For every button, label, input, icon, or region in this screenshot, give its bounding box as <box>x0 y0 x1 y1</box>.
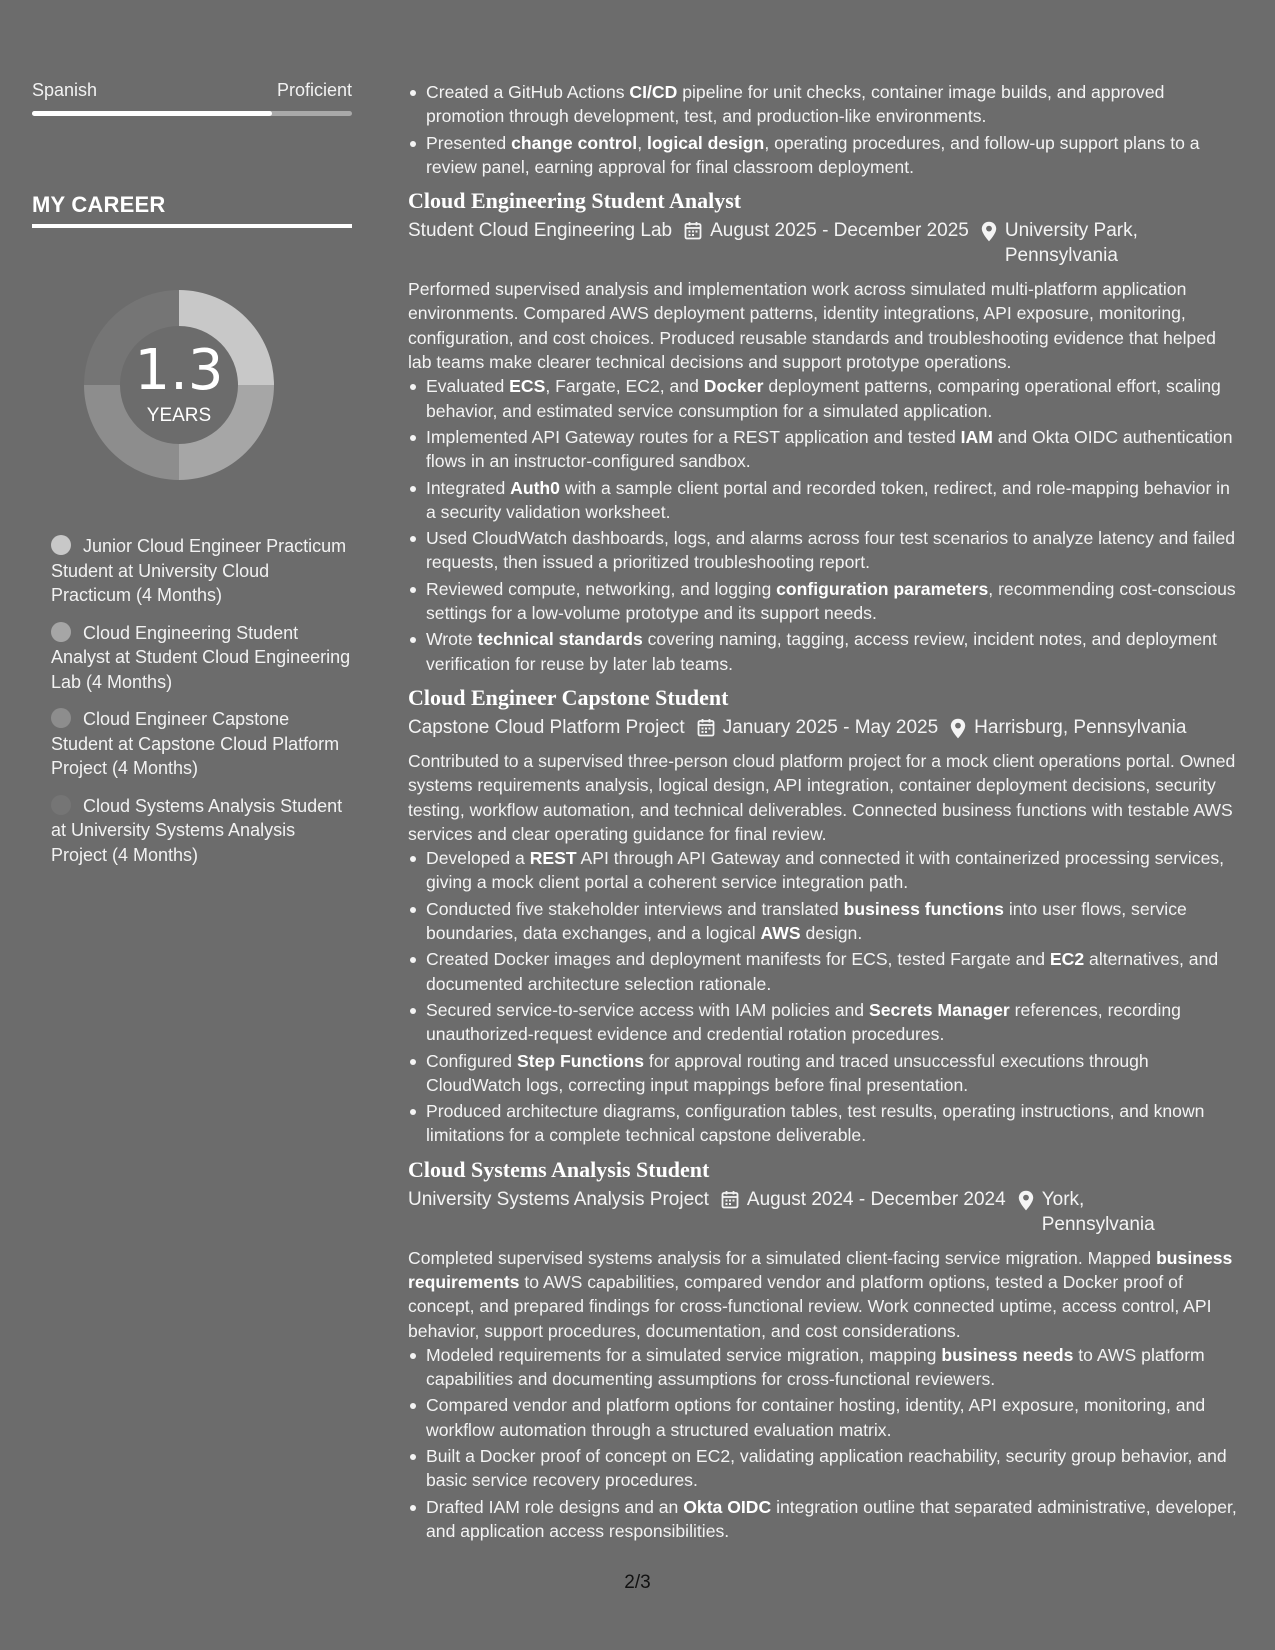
text-run: Evaluated <box>426 376 510 397</box>
job-dates: January 2025 - May 2025 <box>722 716 939 738</box>
text-run: Compared vendor and platform options for container hosting, identity, API exposure, monitoring, and workflow automation through a structured evaluation matrix. <box>426 1395 1206 1440</box>
career-total-unit: YEARS <box>146 405 212 426</box>
text-run: Performed supervised analysis and implementation work across simulated multi-platform application environments. Compared AWS deployment patterns, identity integrations, API exposure, monitoring, configuration, and cost choices. Produced reusable standards and troubleshooting evidence that helped lab teams make clearer technical decisions and support prototype operations. <box>408 279 1216 373</box>
language-level: Proficient <box>276 80 352 100</box>
text-run: to AWS capabilities, compared vendor and platform options, tested a Docker proof of concept, and prepared findings for cross-functional review. Work connected uptime, access control, API behavior, support procedures, documentation, and cost considerations. <box>408 1271 1212 1341</box>
calendar-icon <box>684 218 702 240</box>
career-item-label: Cloud Systems Analysis Student at University Systems Analysis Project (4 Months) <box>51 795 343 865</box>
previous-job-bullets <box>408 80 1244 179</box>
text-run: Used CloudWatch dashboards, logs, and alarms across four test scenarios to analyze latency and failed requests, then issued a prioritized troubleshooting report. <box>426 528 1236 573</box>
bullet-item <box>426 1495 1244 1544</box>
career-item <box>51 621 352 695</box>
text-run: Produced architecture diagrams, configuration tables, test results, operating instructions, and known limitations for a complete technical capstone deliverable. <box>426 1101 1205 1146</box>
text-run: Wrote <box>426 629 478 650</box>
career-total-value: 1.3 <box>134 338 224 403</box>
map-pin-icon <box>950 715 966 739</box>
text-run: Created a GitHub Actions <box>426 82 630 102</box>
text-run: Presented <box>426 132 512 153</box>
career-item-label: Cloud Engineering Student Analyst at Student Cloud Engineering Lab (4 Months) <box>51 622 351 692</box>
text-run: alternatives, and documented architecture selection rationale. <box>426 949 1219 994</box>
bullet-item <box>426 374 1244 423</box>
career-section-title: MY CAREER <box>32 192 166 217</box>
bullet-item <box>426 947 1244 996</box>
text-run: Implemented API Gateway routes for a REST application and tested <box>426 426 961 447</box>
emphasis-text: CI/CD <box>629 82 678 102</box>
emphasis-text: AWS <box>760 923 801 944</box>
language-row <box>32 80 352 101</box>
text-run: to AWS platform capabilities and documenting assumptions for cross-functional reviewers. <box>426 1344 1205 1390</box>
job-organization: Student Cloud Engineering Lab <box>408 220 673 242</box>
legend-dot <box>51 535 71 555</box>
text-run: into user flows, service boundaries, data exchanges, and a logical <box>426 898 1187 944</box>
job-location: University Park, Pennsylvania <box>1004 220 1138 267</box>
bullet-item <box>426 998 1244 1047</box>
text-run: Secured service-to-service access with IAM policies and <box>426 999 869 1020</box>
map-pin-icon <box>1018 1187 1034 1211</box>
text-run: , <box>637 132 647 153</box>
text-run: pipeline for unit checks, container image builds, and approved promotion through development, test, and production-like environments. <box>426 82 1165 127</box>
job-entry <box>408 1156 1244 1544</box>
calendar-icon <box>697 715 715 737</box>
job-list <box>408 187 1244 1543</box>
text-run: API through API Gateway and connected it with containerized processing services, giving a mock client portal a coherent service integration path. <box>426 848 1225 893</box>
bullet-item <box>426 526 1244 575</box>
text-run: Completed supervised systems analysis for a simulated client-facing service migration. Mapped <box>408 1247 1157 1268</box>
bullet-item <box>426 1343 1244 1392</box>
emphasis-text: technical standards <box>477 629 643 650</box>
emphasis-text: logical design <box>646 132 765 153</box>
text-run: , Fargate, EC2, and <box>545 376 704 397</box>
map-pin-icon <box>981 218 997 242</box>
bullet-item <box>426 846 1244 895</box>
text-run: Drafted IAM role designs and an <box>426 1496 684 1517</box>
job-meta <box>408 1187 1244 1237</box>
emphasis-text: change control <box>511 132 638 153</box>
bullet-item <box>426 627 1244 676</box>
emphasis-text: configuration parameters <box>776 578 989 599</box>
calendar-icon <box>721 1187 739 1209</box>
text-run: with a sample client portal and recorded token, redirect, and role-mapping behavior in a security validation worksheet. <box>426 477 1230 522</box>
donut-center <box>66 272 292 498</box>
job-dates: August 2024 - December 2024 <box>746 1188 1006 1210</box>
career-item-label: Junior Cloud Engineer Practicum Student at University Cloud Practicum (4 Months) <box>51 536 347 605</box>
career-item <box>51 794 352 868</box>
job-description <box>408 749 1244 846</box>
text-run: deployment patterns, comparing operational effort, scaling behavior, and estimated service consumption for a simulated application. <box>426 376 1221 421</box>
job-description <box>408 277 1244 374</box>
bullet-item <box>426 425 1244 474</box>
job-meta <box>408 218 1244 268</box>
job-meta <box>408 715 1244 740</box>
text-run: Conducted five stakeholder interviews and translated <box>426 898 844 919</box>
emphasis-text: Docker <box>703 376 764 397</box>
legend-dot <box>51 795 71 815</box>
emphasis-text: business requirements <box>408 1247 1233 1292</box>
language-proficiency-bar <box>32 111 352 116</box>
text-run: design. <box>800 923 863 944</box>
bullet-item <box>426 1393 1244 1442</box>
text-run: , operating procedures, and follow-up support plans to a review panel, earning approval for final classroom deployment. <box>426 132 1200 177</box>
page-number: 2/3 <box>624 1572 651 1593</box>
bullet-item <box>426 1444 1244 1493</box>
text-run: Reviewed compute, networking, and logging <box>426 578 777 599</box>
career-item <box>51 707 352 781</box>
bullet-item <box>426 80 1244 129</box>
bullet-item <box>426 131 1244 180</box>
emphasis-text: business functions <box>843 898 1004 919</box>
text-run: , recommending cost-conscious settings for a low-volume prototype and its support needs. <box>426 578 1236 624</box>
job-title: Cloud Engineer Capstone Student <box>408 684 729 710</box>
job-organization: University Systems Analysis Project <box>408 1188 709 1210</box>
text-run: Contributed to a supervised three-person cloud platform project for a mock client operations portal. Owned systems requirements analysis, logical design, API integration, container deployment decisions, security testing, workflow automation, and technical deliverables. Connected business functions with testable AWS services and clear operating guidance for final review. <box>408 750 1236 844</box>
emphasis-text: ECS <box>509 376 546 397</box>
text-run: Modeled requirements for a simulated service migration, mapping <box>426 1344 942 1365</box>
career-donut-chart <box>66 272 292 498</box>
emphasis-text: Okta OIDC <box>683 1496 772 1517</box>
career-legend <box>32 534 352 867</box>
text-run: Built a Docker proof of concept on EC2, validating application reachability, security group behavior, and basic service recovery procedures. <box>426 1446 1227 1491</box>
bullet-item <box>426 1049 1244 1098</box>
job-description <box>408 1246 1244 1343</box>
language-name: Spanish <box>32 80 98 100</box>
job-title: Cloud Systems Analysis Student <box>408 1156 710 1182</box>
sidebar <box>32 80 352 880</box>
bullet-item <box>426 577 1244 626</box>
text-run: references, recording unauthorized-request evidence and credential rotation procedures. <box>426 999 1181 1045</box>
emphasis-text: Auth0 <box>510 477 560 498</box>
job-bullets <box>408 1343 1244 1543</box>
text-run: Created Docker images and deployment manifests for ECS, tested Fargate and <box>426 949 1050 970</box>
legend-dot <box>51 708 71 728</box>
bullet-item <box>426 1099 1244 1148</box>
job-location: York, Pennsylvania <box>1041 1188 1155 1235</box>
text-run: Configured <box>426 1050 517 1071</box>
job-entry <box>408 684 1244 1148</box>
job-location: Harrisburg, Pennsylvania <box>974 716 1187 738</box>
career-item-label: Cloud Engineer Capstone Student at Capstone Cloud Platform Project (4 Months) <box>51 709 340 778</box>
text-run: integration outline that separated administrative, developer, and application access responsibilities. <box>426 1496 1237 1541</box>
job-title: Cloud Engineering Student Analyst <box>408 188 742 214</box>
bullet-item <box>426 897 1244 946</box>
text-run: Integrated <box>426 477 511 498</box>
emphasis-text: IAM <box>960 426 993 447</box>
text-run: covering naming, tagging, access review, incident notes, and deployment verification for reuse by later lab teams. <box>426 629 1217 674</box>
emphasis-text: Secrets Manager <box>868 999 1010 1020</box>
job-bullets <box>408 374 1244 676</box>
text-run: and Okta OIDC authentication flows in an instructor-configured sandbox. <box>426 426 1233 472</box>
job-dates: August 2025 - December 2025 <box>710 220 969 242</box>
emphasis-text: business needs <box>941 1344 1074 1365</box>
legend-dot <box>51 622 71 642</box>
job-organization: Capstone Cloud Platform Project <box>408 716 685 738</box>
career-item <box>51 534 352 608</box>
experience-section <box>408 80 1244 1545</box>
text-run: for approval routing and traced unsuccessful executions through CloudWatch logs, correcting input mappings before final presentation. <box>426 1050 1149 1095</box>
language-proficiency-fill <box>32 111 272 116</box>
emphasis-text: EC2 <box>1049 949 1085 970</box>
bullet-item <box>426 476 1244 525</box>
emphasis-text: REST <box>529 848 577 869</box>
text-run: Developed a <box>426 848 530 869</box>
job-bullets <box>408 846 1244 1148</box>
job-entry <box>408 187 1244 676</box>
career-title-rule <box>32 224 352 228</box>
emphasis-text: Step Functions <box>516 1050 645 1071</box>
